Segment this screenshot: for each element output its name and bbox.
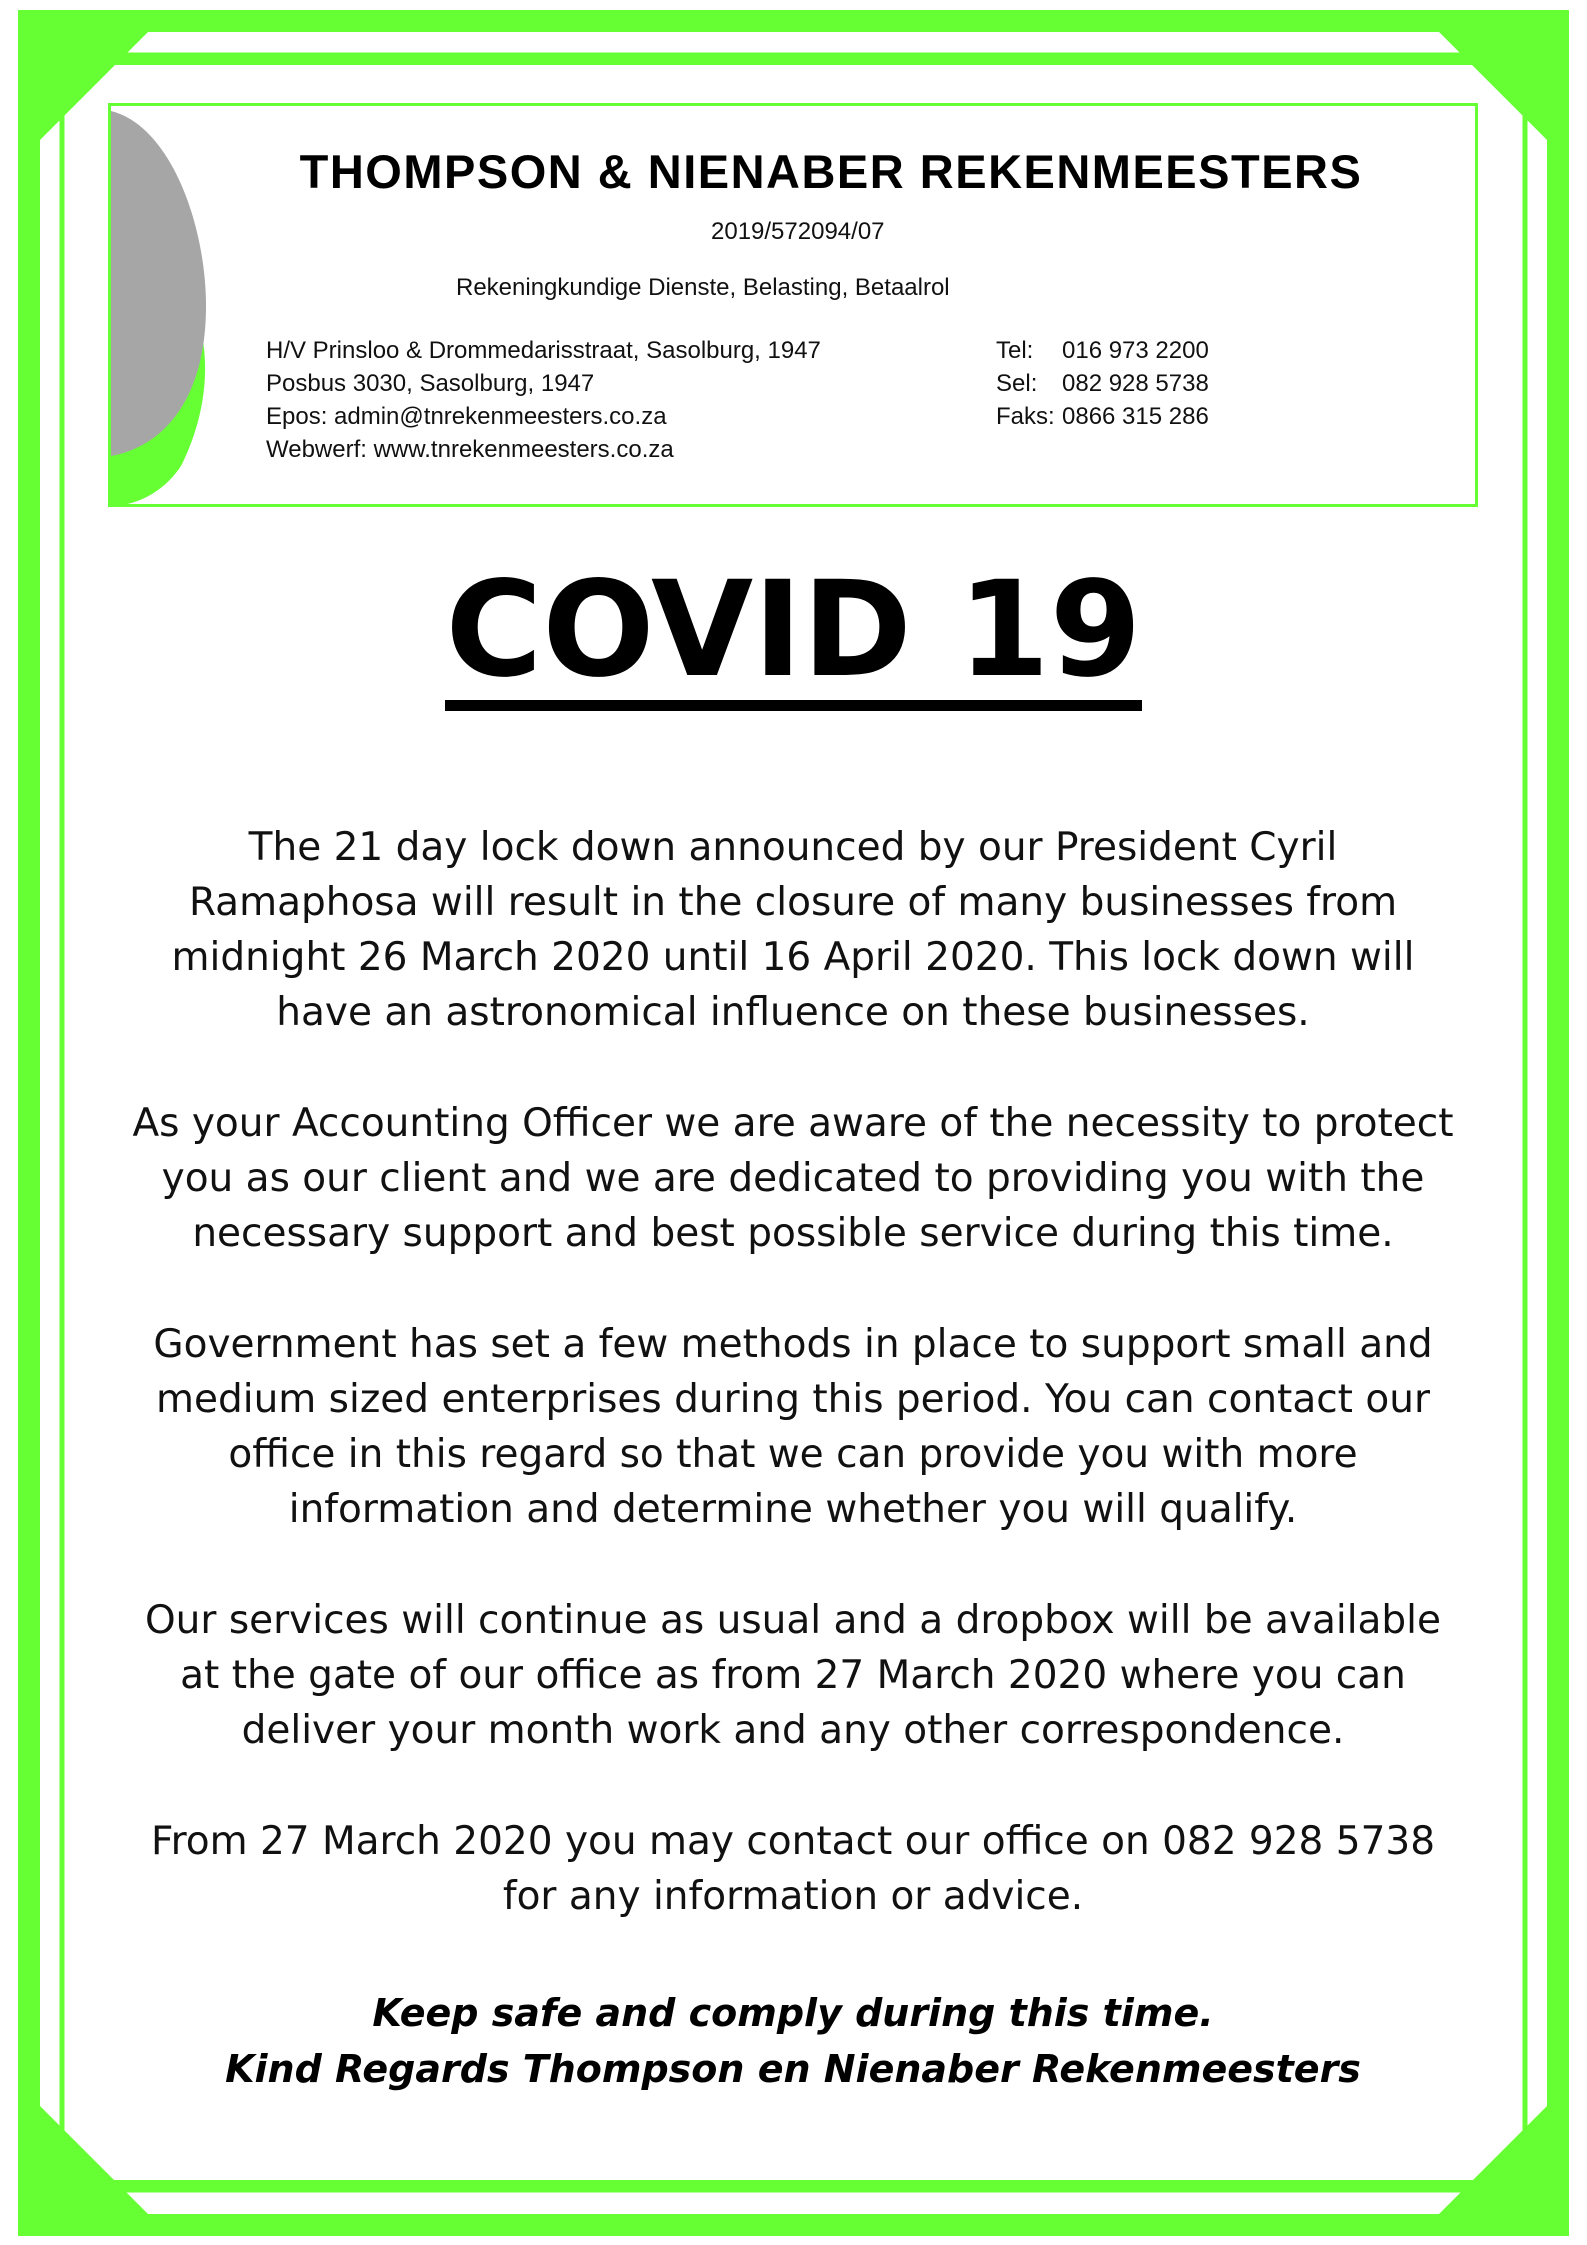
text-line: necessary support and best possible service during this time. xyxy=(192,1211,1394,1256)
registration-number: 2019/572094/07 xyxy=(711,218,885,245)
text-line: As your Accounting Officer we are aware of the necessity to protect xyxy=(132,1101,1454,1146)
closing-block xyxy=(118,1985,1468,2097)
text-line: medium sized enterprises during this period. You can contact our xyxy=(156,1377,1430,1422)
paragraph-accounting-officer xyxy=(118,1096,1468,1261)
paragraph-services xyxy=(118,1593,1468,1758)
text-line: at the gate of our office as from 27 March 2020 where you can xyxy=(180,1653,1406,1698)
text-line: deliver your month work and any other correspondence. xyxy=(241,1708,1345,1753)
email-line: Epos: admin@tnrekenmeesters.co.za xyxy=(266,403,667,430)
text-line: you as our client and we are dedicated to providing you with the xyxy=(161,1156,1425,1201)
text-line: for any information or advice. xyxy=(502,1874,1084,1919)
text-line: have an astronomical influence on these businesses. xyxy=(276,990,1310,1035)
text-line: Our services will continue as usual and a dropbox will be available xyxy=(144,1598,1442,1643)
contact-value: 0866 315 286 xyxy=(1062,403,1209,430)
contact-label: Sel: xyxy=(996,370,1038,397)
text-line: office in this regard so that we can provide you with more xyxy=(228,1432,1358,1477)
letterhead xyxy=(108,103,1478,507)
paragraph-contact xyxy=(118,1814,1468,1924)
company-name: THOMPSON & NIENABER REKENMEESTERS xyxy=(299,145,1363,198)
text-line: From 27 March 2020 you may contact our office on 082 928 5738 xyxy=(150,1819,1436,1864)
closing-line: Keep safe and comply during this time. xyxy=(372,1991,1214,2035)
address-block xyxy=(266,334,821,466)
contact-cell xyxy=(996,367,1209,400)
contact-value: 082 928 5738 xyxy=(1062,370,1209,397)
contact-label: Faks: xyxy=(996,403,1055,430)
services-line: Rekeningkundige Dienste, Belasting, Betaalrol xyxy=(456,274,950,301)
contact-value: 016 973 2200 xyxy=(1062,337,1209,364)
website-line: Webwerf: www.tnrekenmeesters.co.za xyxy=(266,436,674,463)
address-line: H/V Prinsloo & Drommedarisstraat, Sasolburg, 1947 xyxy=(266,337,821,364)
address-line: Posbus 3030, Sasolburg, 1947 xyxy=(266,370,595,397)
text-line: information and determine whether you will qualify. xyxy=(288,1487,1298,1532)
contact-fax xyxy=(996,400,1209,433)
text-line: Ramaphosa will result in the closure of many businesses from xyxy=(188,880,1398,925)
text-line: midnight 26 March 2020 until 16 April 2020. This lock down will xyxy=(171,935,1415,980)
contact-tel xyxy=(996,334,1209,367)
paragraph-government xyxy=(118,1317,1468,1537)
signoff-line: Kind Regards Thompson en Nienaber Rekenmeesters xyxy=(225,2047,1361,2091)
page-title: COVID 19 xyxy=(0,550,1587,711)
contact-label: Tel: xyxy=(996,337,1034,364)
notice-body xyxy=(118,820,1468,1980)
text-line: The 21 day lock down announced by our President Cyril xyxy=(248,825,1338,870)
contact-block xyxy=(996,334,1209,433)
paragraph-lockdown xyxy=(118,820,1468,1040)
text-line: Government has set a few methods in place to support small and xyxy=(153,1322,1433,1367)
